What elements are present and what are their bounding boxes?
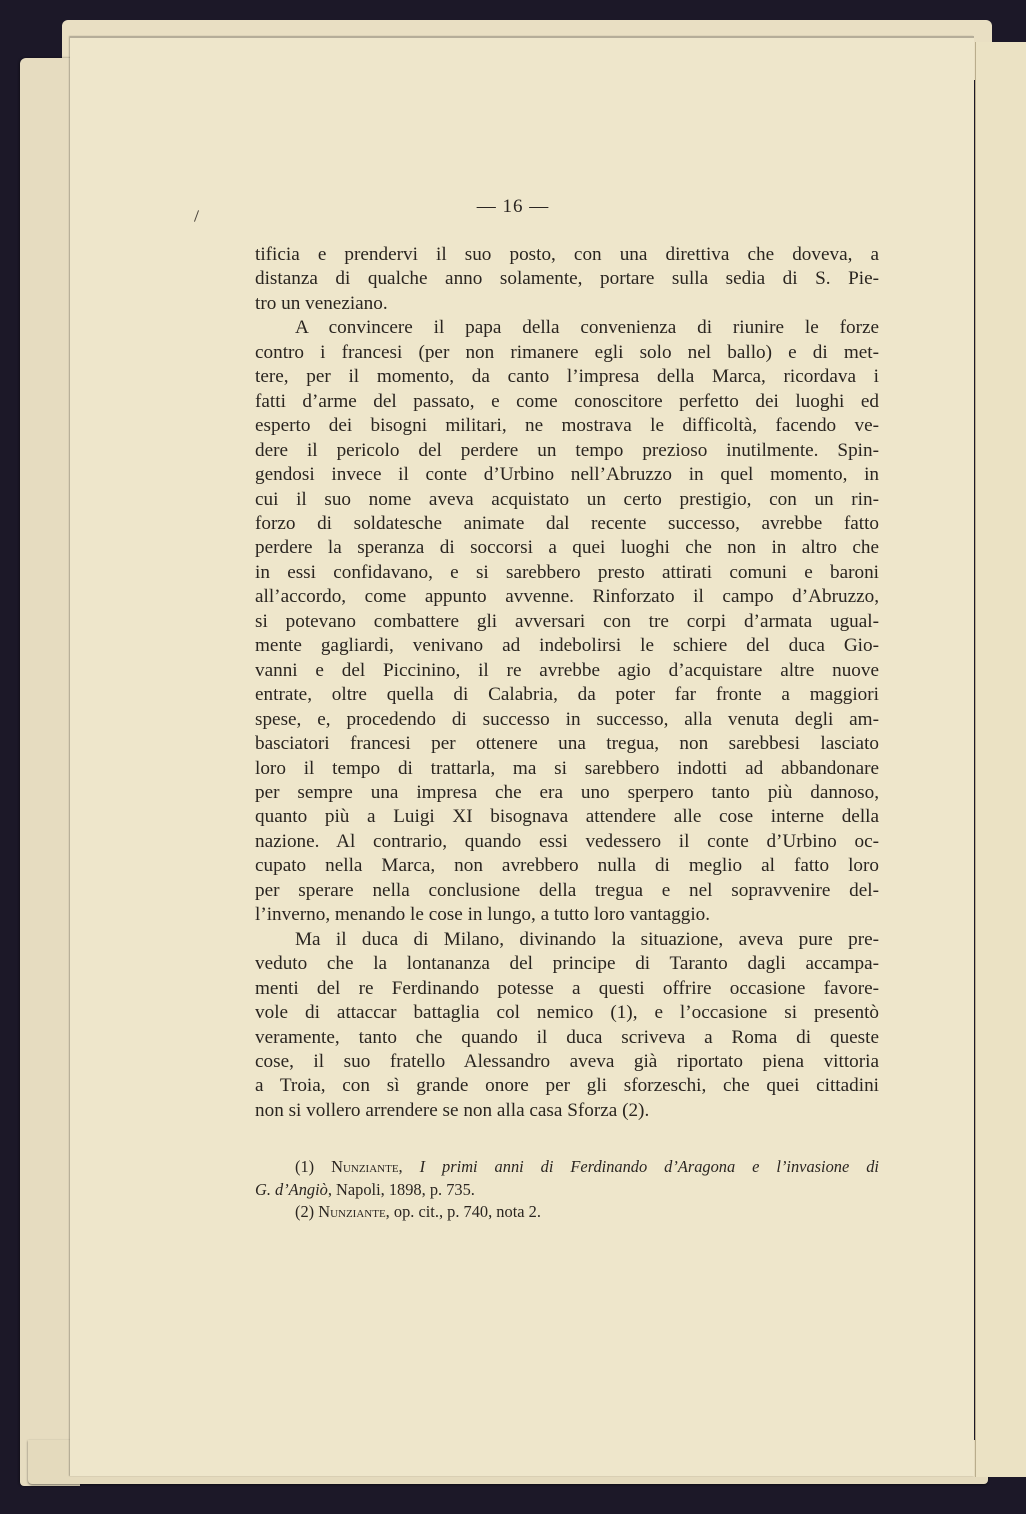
body-text bbox=[255, 243, 879, 1123]
text-line: cose, il suo fratello Alessandro aveva già riportato piena vittoria bbox=[255, 1050, 879, 1072]
text-line: nazione. Al contrario, quando essi vedessero il conte d’Urbino oc- bbox=[255, 830, 879, 852]
text-line: per sempre una impresa che era uno sperpero tanto più dannoso, bbox=[255, 781, 879, 803]
text-line: forzo di soldatesche animate dal recente successo, avrebbe fatto bbox=[255, 512, 879, 534]
text-line: perdere la speranza di soccorsi a quei luoghi che non in altro che bbox=[255, 537, 879, 559]
footnotes bbox=[255, 1156, 879, 1224]
footnote-author: Nunziante, bbox=[331, 1157, 403, 1176]
footnote-1-continuation bbox=[255, 1179, 879, 1202]
footnote-title-cont: G. d’Angiò bbox=[255, 1179, 328, 1199]
text-line: loro il tempo di trattarla, ma si sarebbero indotti ad abbandonare bbox=[255, 757, 879, 779]
text-line: veduto che la lontananza del principe di Taranto dagli accampa- bbox=[255, 953, 879, 975]
text-line: non si vollero arrendere se non alla casa Sforza (2). bbox=[255, 1099, 650, 1121]
text-line: vanni e del Piccinino, il re avrebbe agio d’acquistare altre nuove bbox=[255, 659, 879, 681]
text-line: spese, e, procedendo di successo in successo, alla venuta degli am- bbox=[255, 708, 879, 730]
text-line: si potevano combattere gli avversari con tre corpi d’armata ugual- bbox=[255, 610, 879, 632]
text-line: distanza di qualche anno solamente, portare sulla sedia di S. Pie- bbox=[255, 268, 879, 290]
footnote-marker: (1) bbox=[295, 1157, 315, 1176]
text-line: in essi confidavano, e si sarebbero presto attirati comuni e baroni bbox=[255, 561, 879, 583]
text-line: dere il pericolo del perdere un tempo prezioso inutilmente. Spin- bbox=[255, 439, 879, 461]
text-line: esperto dei bisogni militari, ne mostrava le difficoltà, facendo ve- bbox=[255, 415, 879, 437]
text-line: menti del re Ferdinando potesse a questi offrire occasione favore- bbox=[255, 977, 879, 999]
footnote-1 bbox=[255, 1156, 879, 1179]
text-line: fatti d’arme del passato, e come conoscitore perfetto dei luoghi ed bbox=[255, 390, 879, 412]
text-line: mente gagliardi, venivano ad indebolirsi le schiere del duca Gio- bbox=[255, 635, 879, 657]
paragraph-start-line: A convincere il papa della convenienza di riunire le forze bbox=[295, 317, 879, 339]
text-line: entrate, oltre quella di Calabria, da poter far fronte a maggiori bbox=[255, 684, 879, 706]
text-line: contro i francesi (per non rimanere egli solo nel ballo) e di met- bbox=[255, 341, 879, 363]
text-line: tificia e prendervi il suo posto, con una direttiva che doveva, a bbox=[255, 244, 879, 265]
facing-page-edge bbox=[975, 42, 1026, 1477]
paragraph-start-line: Ma il duca di Milano, divinando la situazione, aveva pure pre- bbox=[295, 928, 879, 950]
text-line: veramente, tanto che quando il duca scriveva a Roma di queste bbox=[255, 1026, 879, 1048]
text-line: cui il suo nome aveva acquistato un certo prestigio, con un rin- bbox=[255, 488, 879, 510]
text-line: tro un veneziano. bbox=[255, 292, 388, 314]
footnote-2 bbox=[255, 1201, 879, 1224]
text-line: l’inverno, menando le cose in lungo, a tutto loro vantaggio. bbox=[255, 904, 711, 926]
footnote-title: I primi anni di Ferdinando d’Aragona e l’invasione di bbox=[419, 1157, 879, 1176]
text-line: gendosi invece il conte d’Urbino nell’Abruzzo in quel momento, in bbox=[255, 464, 879, 486]
footnote-publication: , Napoli, 1898, p. 735. bbox=[327, 1179, 475, 1199]
text-line: quanto più a Luigi XI bisognava attendere alle cose interne della bbox=[255, 806, 879, 828]
footnote-marker: (2) bbox=[295, 1202, 315, 1221]
text-line: vole di attaccar battaglia col nemico (1), e l’occasione si presentò bbox=[255, 1002, 879, 1024]
text-line: tere, per il momento, da canto l’impresa della Marca, ricordava i bbox=[255, 366, 879, 388]
text-line: a Troia, con sì grande onore per gli sforzeschi, che quei cittadini bbox=[255, 1075, 879, 1097]
footnote-reference: op. cit., p. 740, nota 2. bbox=[393, 1202, 541, 1221]
footnote-author: Nunziante, bbox=[318, 1202, 390, 1221]
page-number: — 16 — bbox=[476, 196, 550, 217]
text-line: per sperare nella conclusione della tregua e nel sopravvenire del- bbox=[255, 879, 879, 901]
text-line: all’accordo, come appunto avvenne. Rinforzato il campo d’Abruzzo, bbox=[255, 586, 879, 608]
text-line: basciatori francesi per ottenere una tregua, non sarebbesi lasciato bbox=[255, 733, 879, 755]
text-line: cupato nella Marca, non avrebbero nulla di meglio al fatto loro bbox=[255, 855, 879, 877]
